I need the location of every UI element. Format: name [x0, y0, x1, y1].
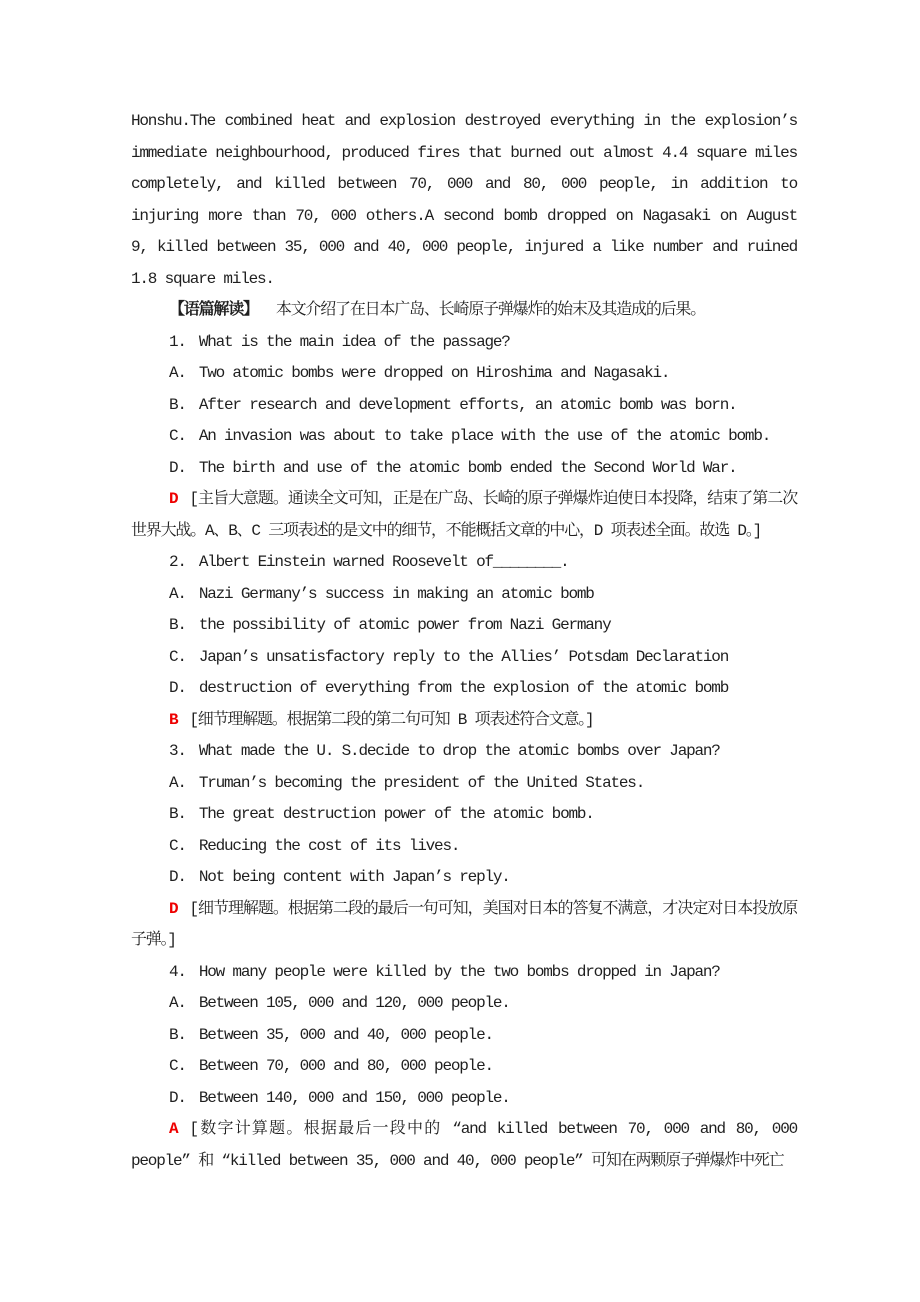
question-1-option-a-text: Two atomic bombs were dropped on Hiroshima and Nagasaki. [198, 364, 670, 382]
question-3-answer [131, 894, 797, 957]
question-4-option-c-letter: C. [169, 1057, 186, 1075]
question-1-stem [131, 327, 797, 359]
document-content [131, 106, 797, 1177]
question-3-answer-explanation: [细节理解题。根据第二段的最后一句可知，美国对日本的答复不满意，才决定对日本投放原子弹。] [131, 899, 797, 949]
question-4-option-d-letter: D. [169, 1088, 186, 1107]
question-1-option-b-text: After research and development efforts, an atomic bomb was born. [198, 395, 737, 414]
question-1-option-a-letter: A. [169, 364, 186, 382]
question-3-option-d-text: Not being content with Japan’s reply. [198, 868, 510, 886]
question-1-option-d-letter: D. [169, 458, 186, 477]
question-2-option-a-letter: A. [169, 584, 186, 603]
question-4-answer [131, 1114, 797, 1177]
question-2-option-d [131, 673, 797, 705]
passage-analysis-paragraph [131, 295, 797, 327]
question-1-number: 1. [169, 332, 186, 351]
question-3-option-b-letter: B. [169, 805, 186, 823]
question-3-option-b [131, 799, 797, 831]
question-2-option-d-text: destruction of everything from the explosion of the atomic bomb [198, 679, 729, 697]
question-2-option-c [131, 642, 797, 674]
question-2-option-a-text: Nazi Germany’s success in making an atomic bomb [198, 584, 594, 603]
question-4-number: 4. [169, 962, 186, 981]
question-3-option-d-letter: D. [169, 868, 186, 886]
question-1-answer [131, 484, 797, 547]
question-4-stem [131, 957, 797, 989]
question-2-answer-letter: B [169, 710, 178, 729]
question-4-option-a [131, 988, 797, 1020]
question-4-stem-text: How many people were killed by the two bombs dropped in Japan? [198, 962, 720, 981]
question-4-answer-letter: A [169, 1120, 178, 1138]
question-1-option-a [131, 358, 797, 390]
question-4-option-d [131, 1083, 797, 1115]
question-1-option-d-text: The birth and use of the atomic bomb ended the Second World War. [198, 458, 737, 477]
question-4-answer-explanation: [数字计算题。根据最后一段中的 “and killed between 70, 000 and 80, 000 people” 和 “killed between 35, 000 and 40, 000 people” 可知在两颗原子弹爆炸中死亡 [131, 1120, 797, 1170]
question-2-stem-text: Albert Einstein warned Roosevelt of________. [198, 553, 569, 571]
question-2-option-d-letter: D. [169, 679, 186, 697]
question-1-option-d [131, 453, 797, 485]
question-1-answer-letter: D [169, 490, 178, 508]
question-2-answer [131, 705, 797, 737]
question-4-option-a-text: Between 105, 000 and 120, 000 people. [198, 994, 510, 1012]
question-3-option-c [131, 831, 797, 863]
question-3-option-c-text: Reducing the cost of its lives. [198, 836, 460, 855]
question-4-option-b-text: Between 35, 000 and 40, 000 people. [198, 1025, 493, 1044]
question-2-option-c-letter: C. [169, 647, 186, 666]
question-2-option-b-text: the possibility of atomic power from Nazi Germany [198, 616, 611, 634]
question-1-option-c-text: An invasion was about to take place with the use of the atomic bomb. [198, 427, 771, 445]
question-2-number: 2. [169, 553, 186, 571]
question-4-option-c-text: Between 70, 000 and 80, 000 people. [198, 1057, 493, 1075]
question-block-1 [131, 327, 797, 548]
question-2-option-b [131, 610, 797, 642]
question-1-option-b-letter: B. [169, 395, 186, 414]
question-3-option-d [131, 862, 797, 894]
question-4-option-b-letter: B. [169, 1025, 186, 1044]
question-2-option-a [131, 579, 797, 611]
question-4-option-b [131, 1020, 797, 1052]
question-1-option-b [131, 390, 797, 422]
question-1-answer-explanation: [主旨大意题。通读全文可知，正是在广岛、长崎的原子弹爆炸迫使日本投降，结束了第二次世界大战。A、B、C 三项表述的是文中的细节，不能概括文章的中心，D 项表述全面。故选 D。] [131, 490, 797, 540]
question-1-option-c [131, 421, 797, 453]
question-3-stem [131, 736, 797, 768]
analysis-label: 【语篇解读】 [169, 301, 258, 319]
question-3-answer-letter: D [169, 899, 178, 918]
passage-continuation-paragraph: Honshu.The combined heat and explosion destroyed everything in the explosion’s immediate neighbourhood, produced fires that burned out almost 4.4 square miles completely, and killed between 70, 000 and 80, 000 people, in addition to injuring more than 70, 000 others.A second bomb dropped on Nagasaki on August 9, killed between 35, 000 and 40, 000 people, injured a like number and ruined 1.8 square miles. [131, 112, 797, 288]
question-1-option-c-letter: C. [169, 427, 186, 445]
question-4-option-d-text: Between 140, 000 and 150, 000 people. [198, 1088, 510, 1107]
question-3-option-a-letter: A. [169, 773, 186, 792]
question-block-2 [131, 547, 797, 736]
question-1-stem-text: What is the main idea of the passage? [198, 332, 510, 351]
question-4-option-a-letter: A. [169, 994, 186, 1012]
question-2-option-c-text: Japan’s unsatisfactory reply to the Allies’ Potsdam Declaration [198, 647, 729, 666]
question-2-stem [131, 547, 797, 579]
question-3-option-b-text: The great destruction power of the atomic bomb. [198, 805, 594, 823]
question-block-3 [131, 736, 797, 957]
question-3-number: 3. [169, 742, 186, 760]
question-2-answer-explanation: [细节理解题。根据第二段的第二句可知 B 项表述符合文意。] [189, 710, 594, 729]
question-3-option-c-letter: C. [169, 836, 186, 855]
question-4-option-c [131, 1051, 797, 1083]
analysis-text: 本文介绍了在日本广岛、长崎原子弹爆炸的始末及其造成的后果。 [275, 301, 706, 319]
question-2-option-b-letter: B. [169, 616, 186, 634]
question-3-option-a [131, 768, 797, 800]
question-3-stem-text: What made the U. S.decide to drop the atomic bombs over Japan? [198, 742, 720, 760]
question-block-4 [131, 957, 797, 1178]
question-3-option-a-text: Truman’s becoming the president of the United States. [198, 773, 645, 792]
